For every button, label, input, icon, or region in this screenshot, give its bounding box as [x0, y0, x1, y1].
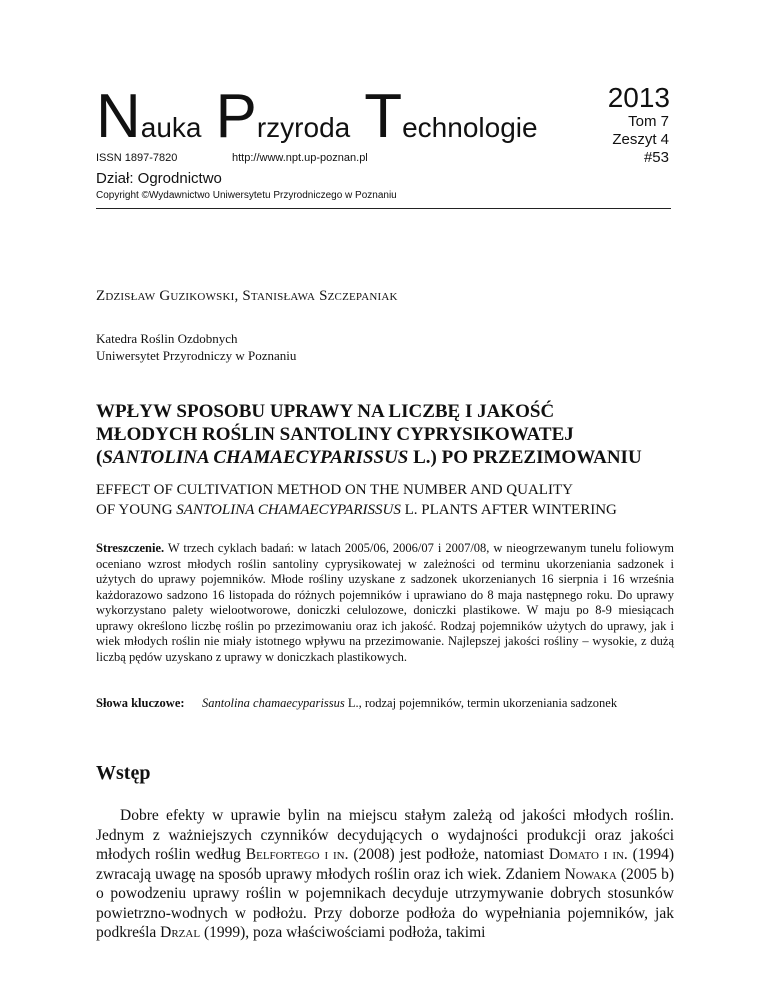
keywords-label: Słowa kluczowe: — [96, 696, 185, 710]
affiliation — [96, 330, 296, 364]
journal-title-word-technologie: echnologie — [402, 112, 538, 143]
article-title-english — [96, 480, 686, 520]
header-divider — [96, 208, 671, 209]
journal-url[interactable]: http://www.npt.up-poznan.pl — [232, 152, 368, 164]
title-en-line-2: OF YOUNG SANTOLINA CHAMAECYPARISSUS L. PLANTS AFTER WINTERING — [96, 502, 617, 518]
journal-title-word-nauka: auka — [140, 112, 202, 143]
section-heading-introduction: Wstęp — [96, 762, 151, 784]
copyright-notice: Copyright ©Wydawnictwo Uniwersytetu Przyrodniczego w Poznaniu — [96, 190, 397, 201]
author-2: Stanisława Szczepaniak — [242, 288, 398, 304]
publication-year: 2013 — [607, 82, 670, 113]
issue: Zeszyt 4 — [612, 131, 669, 148]
author-separator: , — [234, 288, 243, 304]
affiliation-department: Katedra Roślin Ozdobnych — [96, 331, 238, 346]
author-list — [96, 288, 398, 305]
journal-title — [96, 82, 538, 151]
title-en-species: SANTOLINA CHAMAECYPARISSUS — [176, 502, 401, 518]
issn: ISSN 1897-7820 — [96, 152, 178, 164]
introduction-paragraph: Dobre efekty w uprawie bylin na miejscu stałym zależą od jakości młodych roślin. Jednym z ważniejszych czynników decydujących o wydajności produkcji oraz jakości młodych roślin według Belfortego i in. (2008) jest podłoże, natomiast Domato i in. (1994) zwracają uwagę na sposób uprawy młodych roślin oraz ich wiek. Zdaniem Nowaka (2005 b) o powodzeniu uprawy roślin w pojemnikach decyduje utrzymywanie dobrych stosunków powietrzno-wodnych w podłożu. Przy doborze podłoża do wypełniania pojemników, jak podkreśla Drzal (1999), poza właściwościami podłoża, takimi — [96, 807, 674, 941]
keywords-species: Santolina chamaecyparissus — [202, 696, 345, 710]
title-en-line-1: EFFECT OF CULTIVATION METHOD ON THE NUMBER AND QUALITY — [96, 482, 573, 498]
volume: Tom 7 — [628, 113, 669, 130]
citation-nowak: Nowaka — [564, 865, 617, 883]
journal-title-initial-n: N — [96, 82, 141, 151]
citation-belforte: Belfortego i in. — [245, 846, 349, 863]
keywords-text: Santolina chamaecyparissus L., rodzaj pojemników, termin ukorzeniania sadzonek — [202, 696, 618, 710]
citation-domato: Domato i in. — [548, 846, 628, 863]
article-number: #53 — [643, 149, 669, 166]
abstract-text: W trzech cyklach badań: w latach 2005/06, 2006/07 i 2007/08, w nieogrzewanym tunelu foliowym oceniano wzrost młodych roślin santoliny cyprysikowatej w zależności od terminu ukorzeniania sadzonek i użytych do uprawy pojemników. Młode rośliny uzyskane z sadzonek ukorzenianych 16 sierpnia i 16 września każdorazowo sadzono 16 listopada do różnych pojemników i uprawiano do 8 maja następnego roku. Do uprawy wykorzystano palety wielootworowe, doniczki celulozowe, doniczki plastikowe. W maju po 8-9 miesiącach uprawy określono liczbę roślin po przezimowaniu oraz ich jakość. Rodzaj pojemników użytych do uprawy, jak i wiek młodych roślin nie miały istotnego wpływu na przezimowanie. Najlepszej jakości rośliny – wysokie, z dużą liczbą pędów uzyskano z uprawy w doniczkach plastikowych. — [96, 541, 674, 664]
citation-drzal: Drzal — [160, 924, 201, 941]
abstract-label: Streszczenie. — [96, 541, 165, 555]
affiliation-university: Uniwersytet Przyrodniczy w Poznaniu — [96, 348, 297, 363]
introduction-body — [96, 806, 674, 943]
abstract — [96, 541, 674, 665]
title-pl-species: SANTOLINA CHAMAECYPARISSUS — [102, 447, 409, 468]
keywords — [96, 696, 674, 712]
title-pl-line-1: WPŁYW SPOSOBU UPRAWY NA LICZBĘ I JAKOŚĆ — [96, 401, 555, 422]
article-title-polish — [96, 400, 686, 469]
journal-title-word-przyroda: rzyroda — [256, 112, 351, 143]
title-pl-line-2: MŁODYCH ROŚLIN SANTOLINY CYPRYSIKOWATEJ — [96, 424, 574, 445]
title-pl-line-3: (SANTOLINA CHAMAECYPARISSUS L.) PO PRZEZIMOWANIU — [96, 447, 642, 468]
author-1: Zdzisław Guzikowski — [96, 288, 235, 304]
journal-title-initial-p: P — [215, 82, 257, 151]
journal-section: Dział: Ogrodnictwo — [96, 170, 222, 187]
journal-title-initial-t: T — [364, 82, 403, 151]
